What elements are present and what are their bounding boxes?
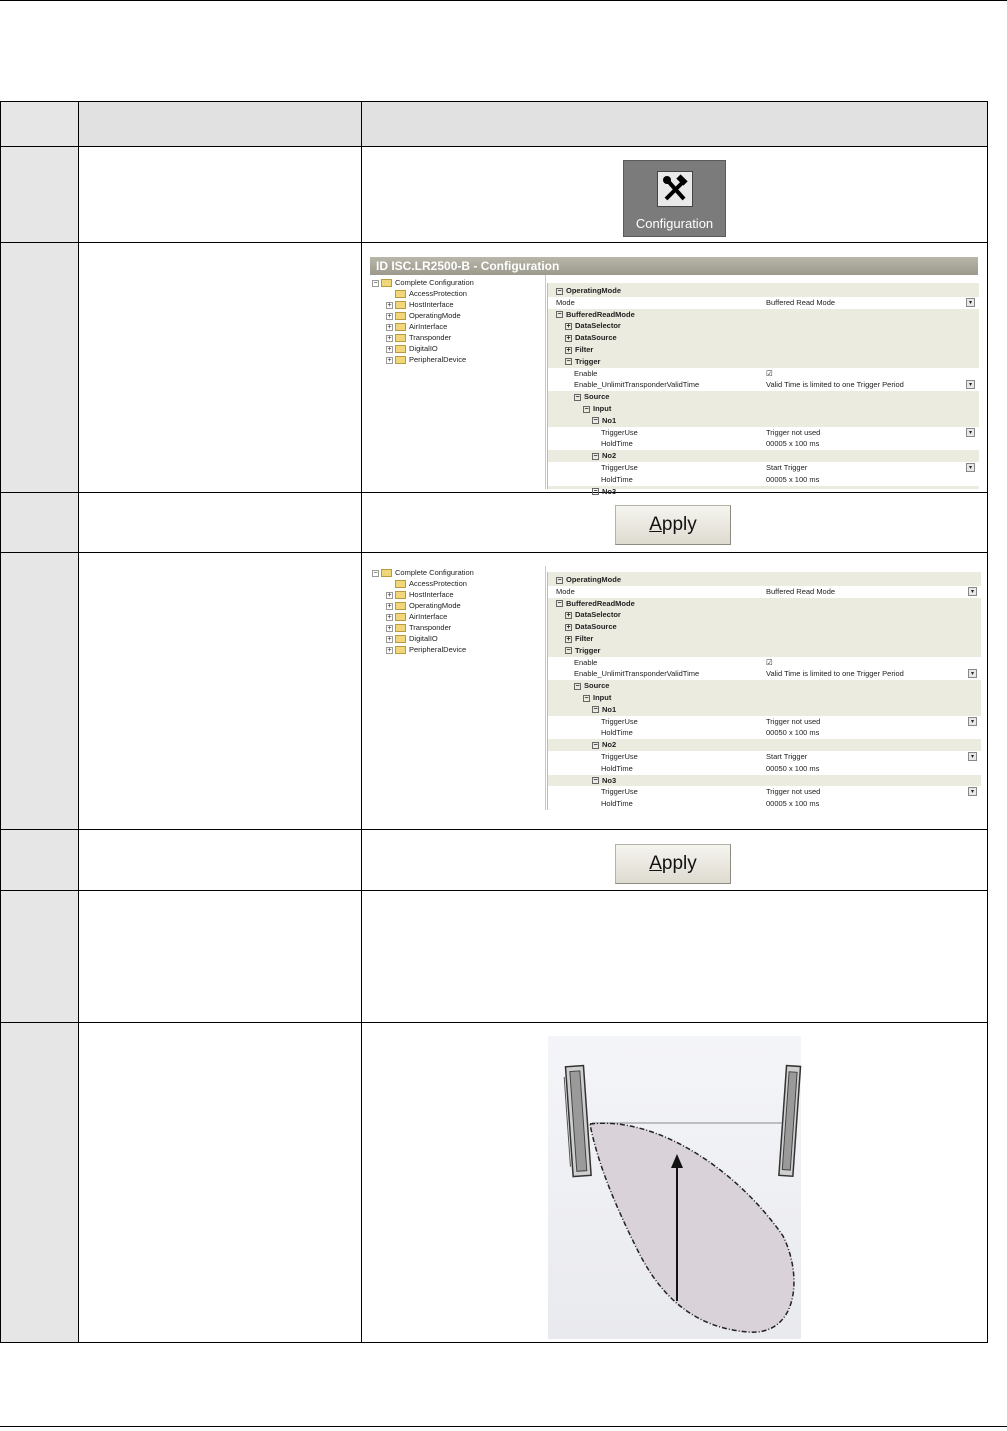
property-key: HoldTime <box>601 763 633 773</box>
property-row <box>548 598 981 610</box>
tree-item-label: PeripheralDevice <box>409 355 467 364</box>
dropdown-arrow-icon[interactable]: ▾ <box>966 298 975 307</box>
tree-item-label: Transponder <box>409 333 452 342</box>
tree-item[interactable] <box>386 288 467 299</box>
dropdown-arrow-icon[interactable]: ▾ <box>968 752 977 761</box>
property-key: − Input <box>584 404 612 413</box>
property-key: − Input <box>584 693 612 702</box>
tree-item[interactable] <box>372 277 474 288</box>
apply-label: pply <box>661 514 697 535</box>
expand-toggle-icon[interactable]: + <box>387 301 392 309</box>
property-row <box>548 450 979 462</box>
property-key: TriggerUse <box>601 427 638 437</box>
property-row[interactable] <box>548 716 981 728</box>
expand-toggle-icon[interactable]: + <box>387 591 392 599</box>
tree-item[interactable] <box>386 622 451 633</box>
property-row <box>548 680 981 692</box>
property-row <box>548 739 981 751</box>
folder-icon <box>381 569 392 577</box>
collapse-icon[interactable]: − <box>593 452 598 460</box>
property-key: − Trigger <box>566 645 601 655</box>
folder-icon <box>395 591 406 599</box>
expand-toggle-icon[interactable]: + <box>387 334 392 342</box>
antenna-field-photo <box>548 1036 801 1339</box>
property-key: TriggerUse <box>601 752 638 761</box>
tree-item-label: AirInterface <box>409 322 448 331</box>
tree-item-label: AccessProtection <box>409 289 467 298</box>
tree-item-label: Complete Configuration <box>395 278 474 287</box>
property-key: − Trigger <box>566 356 601 366</box>
apply-label: pply <box>661 853 697 874</box>
property-row[interactable] <box>548 668 981 680</box>
collapse-icon[interactable]: − <box>593 706 598 714</box>
property-key: + DataSelector <box>566 610 621 620</box>
tree-item-label: Complete Configuration <box>395 568 474 577</box>
tree-item[interactable] <box>386 644 466 655</box>
action-cell <box>79 493 362 553</box>
collapse-icon[interactable]: − <box>557 576 562 584</box>
dropdown-arrow-icon[interactable]: ▾ <box>968 787 977 796</box>
collapse-icon[interactable]: − <box>557 600 562 608</box>
property-row[interactable] <box>548 727 981 739</box>
property-key: TriggerUse <box>601 463 638 472</box>
property-row[interactable] <box>548 427 979 439</box>
header-illustration <box>361 102 987 147</box>
property-key: Enable <box>574 368 598 378</box>
folder-icon <box>395 624 406 632</box>
property-row[interactable] <box>548 798 981 810</box>
tree-item-label: Transponder <box>409 623 452 632</box>
bottom-rule <box>0 1426 1007 1427</box>
expand-toggle-icon[interactable]: + <box>387 635 392 643</box>
tree-item-label: DigitalIO <box>409 344 438 353</box>
action-cell <box>79 243 362 493</box>
property-key: Mode <box>556 586 575 596</box>
collapse-icon[interactable]: − <box>575 393 580 401</box>
expand-toggle-icon[interactable] <box>386 581 393 588</box>
step-cell <box>1 553 79 830</box>
collapse-icon[interactable]: − <box>593 488 598 496</box>
property-key: + DataSelector <box>566 321 621 331</box>
table-row <box>1 1023 988 1343</box>
expand-icon[interactable]: + <box>566 334 571 342</box>
folder-icon <box>395 290 406 298</box>
property-row <box>548 704 981 716</box>
property-value: Valid Time is limited to one Trigger Period <box>766 380 904 390</box>
step-cell <box>1 493 79 553</box>
tree-item-label: OperatingMode <box>409 311 461 320</box>
dropdown-arrow-icon[interactable]: ▾ <box>968 669 977 678</box>
property-row <box>548 403 979 415</box>
property-value: Start Trigger <box>766 752 808 761</box>
expand-toggle-icon[interactable]: − <box>373 279 378 287</box>
collapse-icon[interactable]: − <box>557 287 562 295</box>
property-row <box>548 415 979 427</box>
property-value: ☑ <box>766 368 773 378</box>
dropdown-arrow-icon[interactable]: ▾ <box>966 428 975 437</box>
header-action <box>79 102 362 147</box>
property-value: Trigger not used <box>766 787 821 797</box>
step-cell <box>1 243 79 493</box>
expand-icon[interactable]: + <box>566 635 571 643</box>
configuration-button[interactable] <box>623 160 726 237</box>
property-value: Valid Time is limited to one Trigger Period <box>766 669 904 679</box>
folder-icon <box>395 323 406 331</box>
expand-toggle-icon[interactable]: + <box>387 646 392 654</box>
property-row[interactable] <box>548 763 981 775</box>
property-row <box>548 692 981 704</box>
expand-icon[interactable]: + <box>566 611 571 619</box>
property-value: ☑ <box>766 657 773 667</box>
collapse-icon[interactable]: − <box>557 311 562 319</box>
top-rule <box>0 0 1007 1</box>
folder-icon <box>395 334 406 342</box>
collapse-icon[interactable]: − <box>584 694 589 702</box>
property-key: TriggerUse <box>601 716 638 726</box>
folder-icon <box>395 613 406 621</box>
dropdown-arrow-icon[interactable]: ▾ <box>968 587 977 596</box>
property-key: − BufferedReadMode <box>557 598 635 608</box>
tree-item-label: AirInterface <box>409 612 448 621</box>
header-step <box>1 102 79 147</box>
property-key: + Filter <box>566 345 594 354</box>
property-key: HoldTime <box>601 799 633 809</box>
tree-item-label: HostInterface <box>409 300 454 309</box>
property-row[interactable] <box>548 379 979 391</box>
property-key: − No1 <box>593 704 617 714</box>
collapse-icon[interactable]: − <box>584 405 589 413</box>
tree-item-label: HostInterface <box>409 590 454 599</box>
step-cell <box>1 830 79 891</box>
folder-icon <box>395 345 406 353</box>
folder-icon <box>395 602 406 610</box>
action-cell <box>79 553 362 830</box>
apply-button[interactable] <box>615 844 731 884</box>
tree-item-label: AccessProtection <box>409 579 467 588</box>
expand-toggle-icon[interactable]: + <box>387 602 392 610</box>
tree-item-label: DigitalIO <box>409 634 438 643</box>
collapse-icon[interactable]: − <box>566 647 571 655</box>
property-key: + DataSource <box>566 622 617 632</box>
property-value: Buffered Read Mode <box>766 297 836 307</box>
step-cell <box>1 1023 79 1343</box>
tree-item[interactable] <box>386 332 451 343</box>
folder-icon <box>381 279 392 287</box>
property-value: 00005 x 100 ms <box>766 799 820 809</box>
expand-toggle-icon[interactable]: − <box>373 569 378 577</box>
action-cell <box>79 891 362 1023</box>
step-cell <box>1 891 79 1023</box>
expand-icon[interactable]: + <box>566 346 571 354</box>
tree-item[interactable] <box>372 567 474 578</box>
property-row[interactable] <box>548 786 981 798</box>
property-value: 00050 x 100 ms <box>766 763 820 773</box>
tree-item-label: OperatingMode <box>409 601 461 610</box>
property-value: Trigger not used <box>766 427 821 437</box>
property-row <box>548 609 981 621</box>
folder-icon <box>395 312 406 320</box>
property-row <box>548 775 981 787</box>
property-key: HoldTime <box>601 728 633 738</box>
hammer-wrench-icon <box>657 171 693 207</box>
tree-item[interactable] <box>386 321 447 332</box>
step-cell <box>1 147 79 243</box>
folder-icon <box>395 301 406 309</box>
configuration-window-updated <box>370 566 980 810</box>
property-value: 00050 x 100 ms <box>766 728 820 738</box>
property-key: − OperatingMode <box>557 286 622 295</box>
property-row <box>548 332 979 344</box>
property-grid <box>547 283 979 496</box>
property-key: Enable_UnlimitTransponderValidTime <box>574 380 700 390</box>
collapse-icon[interactable]: − <box>593 777 598 785</box>
property-row[interactable] <box>548 462 979 474</box>
property-key: Enable <box>574 657 598 667</box>
folder-icon <box>395 635 406 643</box>
property-key: Enable_UnlimitTransponderValidTime <box>574 669 700 679</box>
collapse-icon[interactable]: − <box>575 682 580 690</box>
property-key: − No1 <box>593 415 617 425</box>
expand-toggle-icon[interactable]: + <box>387 345 392 353</box>
tree-item[interactable] <box>386 578 467 589</box>
configuration-window <box>370 257 978 496</box>
property-row[interactable] <box>548 368 979 380</box>
property-row <box>548 320 979 332</box>
expand-toggle-icon[interactable]: + <box>387 624 392 632</box>
property-row <box>548 645 981 657</box>
tree-item[interactable] <box>386 633 438 644</box>
apply-mnemonic: A <box>649 514 662 535</box>
table-row <box>1 830 988 891</box>
expand-toggle-icon[interactable] <box>386 291 393 298</box>
property-value: Buffered Read Mode <box>766 586 836 596</box>
property-key: TriggerUse <box>601 787 638 797</box>
tree-item-label: PeripheralDevice <box>409 645 467 654</box>
property-row <box>548 621 981 633</box>
property-key: HoldTime <box>601 439 633 449</box>
table-header-row <box>1 102 988 147</box>
property-key: Mode <box>556 297 575 307</box>
expand-icon[interactable]: + <box>566 322 571 330</box>
configuration-label: Configuration <box>635 216 714 231</box>
property-row <box>548 633 981 645</box>
property-key: − BufferedReadMode <box>557 309 635 319</box>
tree-item[interactable] <box>386 589 454 600</box>
folder-icon <box>395 580 406 588</box>
expand-toggle-icon[interactable]: + <box>387 356 392 364</box>
property-row[interactable] <box>548 297 979 309</box>
property-row[interactable] <box>548 751 981 763</box>
property-row <box>548 391 979 403</box>
expand-icon[interactable]: + <box>566 623 571 631</box>
property-row <box>548 344 979 356</box>
illustration-cell <box>361 891 987 1023</box>
tree-item[interactable] <box>386 310 461 321</box>
expand-toggle-icon[interactable]: + <box>387 613 392 621</box>
property-row[interactable] <box>548 438 979 450</box>
property-row[interactable] <box>548 474 979 486</box>
apply-button[interactable] <box>615 505 731 545</box>
property-row <box>548 356 979 368</box>
property-key: − No2 <box>593 740 617 750</box>
property-row <box>548 285 979 297</box>
collapse-icon[interactable]: − <box>566 358 571 366</box>
dropdown-arrow-icon[interactable]: ▾ <box>966 463 975 472</box>
property-key: − Source <box>575 681 610 691</box>
folder-icon <box>395 646 406 654</box>
window-title: ID ISC.LR2500-B - Configuration <box>370 257 978 275</box>
action-cell <box>79 147 362 243</box>
apply-mnemonic: A <box>649 853 662 874</box>
table-row <box>1 891 988 1023</box>
tree-item[interactable] <box>386 299 454 310</box>
property-row[interactable] <box>548 657 981 669</box>
table-row <box>1 147 988 243</box>
dropdown-arrow-icon[interactable]: ▾ <box>968 717 977 726</box>
expand-toggle-icon[interactable]: + <box>387 323 392 331</box>
property-grid <box>547 572 981 810</box>
tree-item[interactable] <box>386 611 447 622</box>
property-value: 00005 x 100 ms <box>766 474 820 484</box>
property-key: − No2 <box>593 451 617 461</box>
folder-icon <box>395 356 406 364</box>
collapse-icon[interactable]: − <box>593 417 598 425</box>
property-value: Trigger not used <box>766 716 821 726</box>
tree-item[interactable] <box>386 600 461 611</box>
tree-item[interactable] <box>386 343 438 354</box>
property-key: HoldTime <box>601 474 633 484</box>
expand-toggle-icon[interactable]: + <box>387 312 392 320</box>
property-value: Start Trigger <box>766 463 808 472</box>
action-cell <box>79 1023 362 1343</box>
property-row <box>548 574 981 586</box>
property-key: + Filter <box>566 634 594 643</box>
collapse-icon[interactable]: − <box>593 741 598 749</box>
dropdown-arrow-icon[interactable]: ▾ <box>966 380 975 389</box>
property-row <box>548 309 979 321</box>
action-cell <box>79 830 362 891</box>
property-key: + DataSource <box>566 333 617 343</box>
config-tree <box>370 566 546 810</box>
table-row <box>1 493 988 553</box>
property-key: − No3 <box>593 486 617 496</box>
property-key: − Source <box>575 392 610 402</box>
tree-item[interactable] <box>386 354 466 365</box>
config-tree <box>370 275 546 489</box>
property-key: − OperatingMode <box>557 575 622 584</box>
property-row <box>548 486 979 498</box>
property-row[interactable] <box>548 586 981 598</box>
property-key: − No3 <box>593 775 617 785</box>
property-value: 00005 x 100 ms <box>766 439 820 449</box>
